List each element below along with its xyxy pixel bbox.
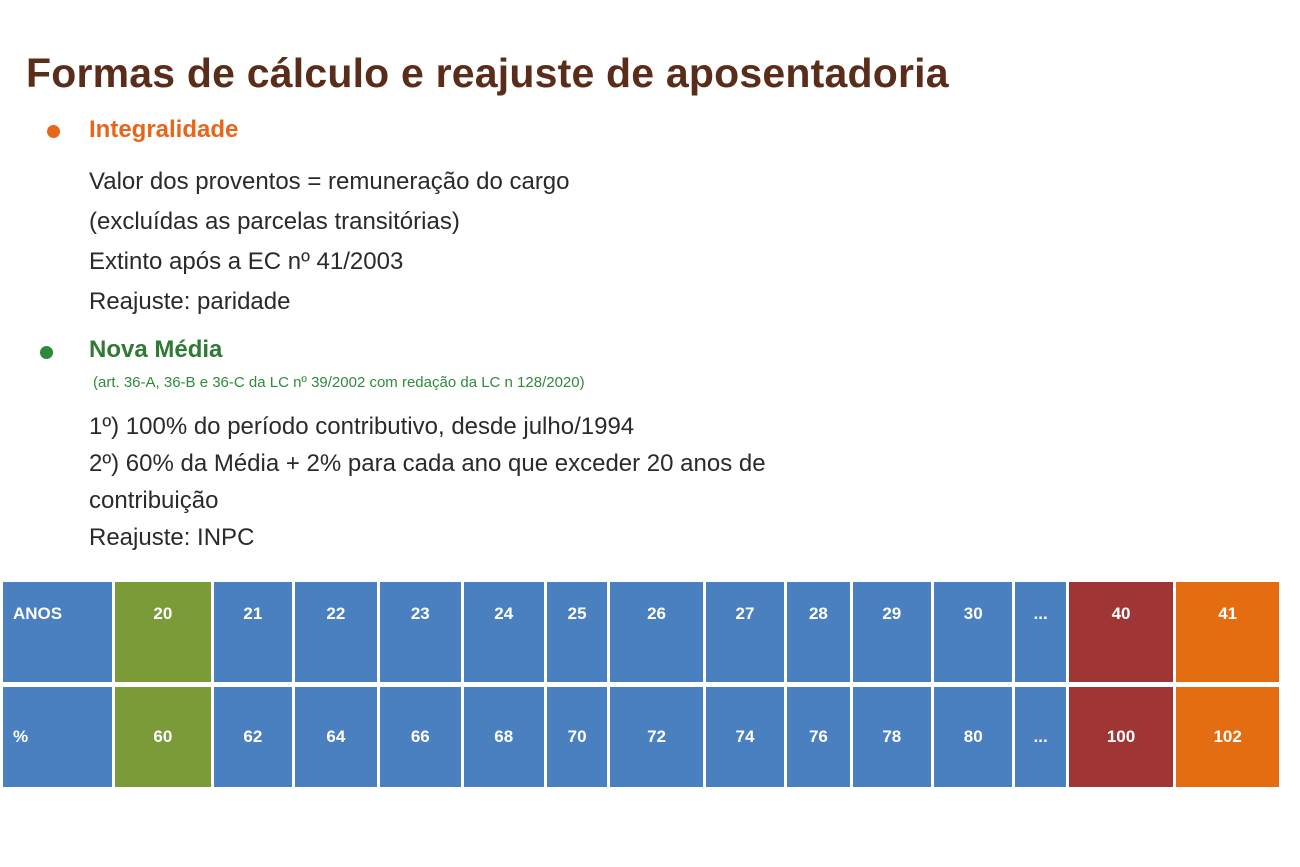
percent-cell: 80 <box>934 687 1012 787</box>
anos-cell: 27 <box>706 582 784 682</box>
percent-cell: 74 <box>706 687 784 787</box>
text-line: 1º) 100% do período contributivo, desde julho/1994 <box>89 413 635 440</box>
percent-cell: ... <box>1015 687 1065 787</box>
percent-cell: 70 <box>547 687 607 787</box>
legal-reference-note: (art. 36-A, 36-B e 36-C da LC nº 39/2002 com redação da LC n 128/2020) <box>93 374 585 391</box>
text-line: Reajuste: INPC <box>89 524 255 551</box>
anos-cell: 41 <box>1176 582 1279 682</box>
row-label-percent: % <box>3 687 112 787</box>
anos-cell: 22 <box>295 582 377 682</box>
text-line: Extinto após a EC nº 41/2003 <box>89 248 404 275</box>
anos-cell: 20 <box>115 582 212 682</box>
anos-cell: 26 <box>610 582 703 682</box>
nova-media-lines <box>89 408 766 556</box>
percent-row <box>3 687 1279 787</box>
anos-cell: 24 <box>464 582 544 682</box>
percent-cell: 62 <box>214 687 291 787</box>
bullet-dot-icon <box>40 346 53 359</box>
text-line: (excluídas as parcelas transitórias) <box>89 208 460 235</box>
anos-cell: 28 <box>787 582 849 682</box>
page-title: Formas de cálculo e reajuste de aposentadoria <box>26 50 949 96</box>
percent-cell: 78 <box>853 687 931 787</box>
text-line: contribuição <box>89 487 219 514</box>
integralidade-lines <box>89 162 570 322</box>
anos-cell: 23 <box>380 582 460 682</box>
percent-cell: 64 <box>295 687 377 787</box>
anos-cell: 40 <box>1069 582 1174 682</box>
row-label-anos: ANOS <box>3 582 112 682</box>
integralidade-heading: Integralidade <box>89 116 239 143</box>
percent-cell: 60 <box>115 687 212 787</box>
text-line: Reajuste: paridade <box>89 288 291 315</box>
percent-cell: 76 <box>787 687 849 787</box>
anos-cell: ... <box>1015 582 1065 682</box>
percent-cell: 66 <box>380 687 460 787</box>
anos-cell: 29 <box>853 582 931 682</box>
bullet-dot-icon <box>47 125 60 138</box>
anos-cell: 21 <box>214 582 291 682</box>
anos-row <box>3 582 1279 682</box>
nova-media-heading: Nova Média <box>89 336 223 363</box>
rate-table <box>0 577 1282 792</box>
percent-cell: 102 <box>1176 687 1279 787</box>
anos-cell: 25 <box>547 582 607 682</box>
percent-cell: 72 <box>610 687 703 787</box>
text-line: Valor dos proventos = remuneração do cargo <box>89 168 570 195</box>
percent-cell: 100 <box>1069 687 1174 787</box>
anos-cell: 30 <box>934 582 1012 682</box>
percent-cell: 68 <box>464 687 544 787</box>
text-line: 2º) 60% da Média + 2% para cada ano que exceder 20 anos de <box>89 450 766 477</box>
